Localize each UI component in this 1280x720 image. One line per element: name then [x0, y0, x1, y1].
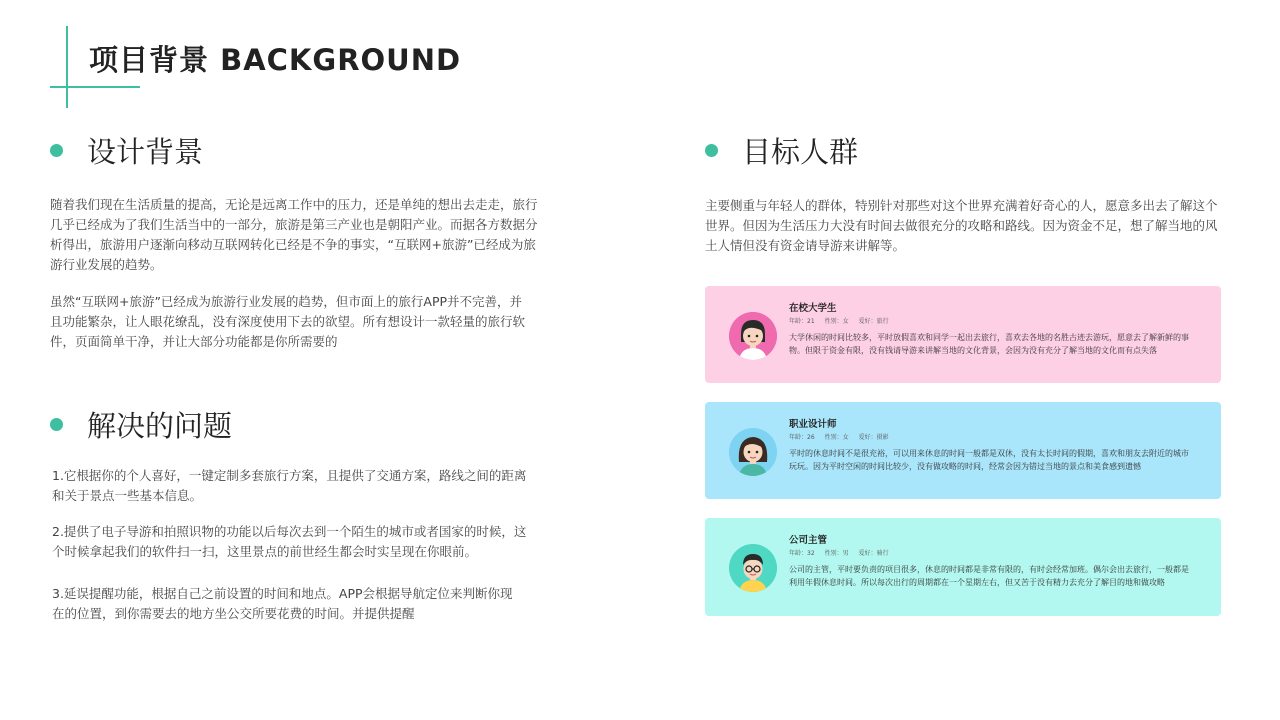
persona-meta — [789, 548, 899, 557]
bullet-dot-icon — [50, 144, 63, 157]
design-background-paragraph-2: 虽然“互联网+旅游”已经成为旅游行业发展的趋势，但市面上的旅行APP并不完善，并且功能繁杂，让人眼花缭乱，没有深度使用下去的欲望。所有想设计一款轻量的旅行软件，页面简单干净，并让大部分功能都是你所需要的 — [50, 294, 526, 349]
persona-age: 年龄：26 — [789, 434, 815, 441]
problems-header — [50, 404, 232, 445]
title-corner-horizontal-line — [50, 86, 140, 88]
persona-hobby: 爱好：骑行 — [858, 550, 889, 557]
persona-name: 在校大学生 — [789, 303, 837, 314]
persona-meta — [789, 432, 899, 441]
persona-age: 年龄：21 — [789, 318, 815, 325]
persona-age: 年龄：32 — [789, 550, 815, 557]
persona-gender: 性别：女 — [824, 434, 849, 441]
problems-heading: 解决的问题 — [87, 409, 233, 443]
persona-card-manager — [705, 518, 1221, 616]
title-corner-vertical-line — [66, 26, 68, 108]
persona-name: 职业设计师 — [789, 419, 837, 430]
persona-description: 平时的休息时间不是很充裕，可以用来休息的时间一般都是双休，没有太长时间的假期，喜欢和朋友去附近的城市玩玩。因为平时空闲的时间比较少，没有做攻略的时间，经常会因为错过当地的景点和美食感到遗憾 — [789, 449, 1189, 471]
problem-item-1: 1.它根据你的个人喜好，一键定制多套旅行方案，且提供了交通方案，路线之间的距离和关于景点一些基本信息。 — [52, 468, 527, 503]
target-users-intro: 主要侧重与年轻人的群体，特别针对那些对这个世界充满着好奇心的人，愿意多出去了解这个世界。但因为生活压力大没有时间去做很充分的攻略和路线。因为资金不足，想了解当地的风土人情但没有资金请导游来讲解等。 — [705, 198, 1218, 253]
design-background-paragraph-1: 随着我们现在生活质量的提高，无论是远离工作中的压力，还是单纯的想出去走走，旅行几乎已经成为了我们生活当中的一部分，旅游是第三产业也是朝阳产业。而据各方数据分析得出，旅游用户逐渐向移动互联网转化已经是不争的事实，“互联网+旅游”已经成为旅游行业发展的趋势。 — [50, 197, 538, 272]
persona-meta — [789, 316, 899, 325]
design-background-heading: 设计背景 — [87, 135, 204, 169]
target-users-header — [705, 130, 858, 171]
female-designer-avatar-icon — [729, 428, 777, 476]
persona-description: 大学休闲的时间比较多，平时放假喜欢和同学一起出去旅行，喜欢去各地的名胜古迹去游玩，愿意去了解新鲜的事物。但限于资金有限，没有钱请导游来讲解当地的文化背景，会因为没有充分了解当地的文化而有点失落 — [789, 333, 1189, 355]
persona-gender: 性别：女 — [824, 318, 849, 325]
female-student-avatar-icon — [729, 312, 777, 360]
persona-description: 公司的主管，平时要负责的项目很多，休息的时间都是非常有限的，有时会经常加班。偶尔会出去旅行，一般都是利用年假休息时间。所以每次出行的周期都在一个星期左右，但又苦于没有精力去充分了解目的地和做攻略 — [789, 565, 1189, 587]
problem-item-2: 2.提供了电子导游和拍照识物的功能以后每次去到一个陌生的城市或者国家的时候，这个时候拿起我们的软件扫一扫，这里景点的前世经生都会时实呈现在你眼前。 — [52, 524, 527, 559]
persona-hobby: 爱好：旅行 — [858, 318, 889, 325]
male-manager-avatar-icon — [729, 544, 777, 592]
problem-item-3: 3.延误提醒功能，根据自己之前设置的时间和地点。APP会根据导航定位来判断你现在的位置，到你需要去的地方坐公交所要花费的时间。并提供提醒 — [52, 586, 513, 621]
persona-card-designer — [705, 402, 1221, 499]
persona-name: 公司主管 — [789, 535, 828, 546]
persona-hobby: 爱好：摄影 — [858, 434, 889, 441]
page-title: 项目背景 BACKGROUND — [89, 43, 462, 77]
persona-card-student — [705, 286, 1221, 383]
design-background-header — [50, 130, 203, 171]
bullet-dot-icon — [705, 144, 718, 157]
target-users-heading: 目标人群 — [742, 135, 859, 169]
bullet-dot-icon — [50, 418, 63, 431]
persona-gender: 性别：男 — [824, 550, 849, 557]
